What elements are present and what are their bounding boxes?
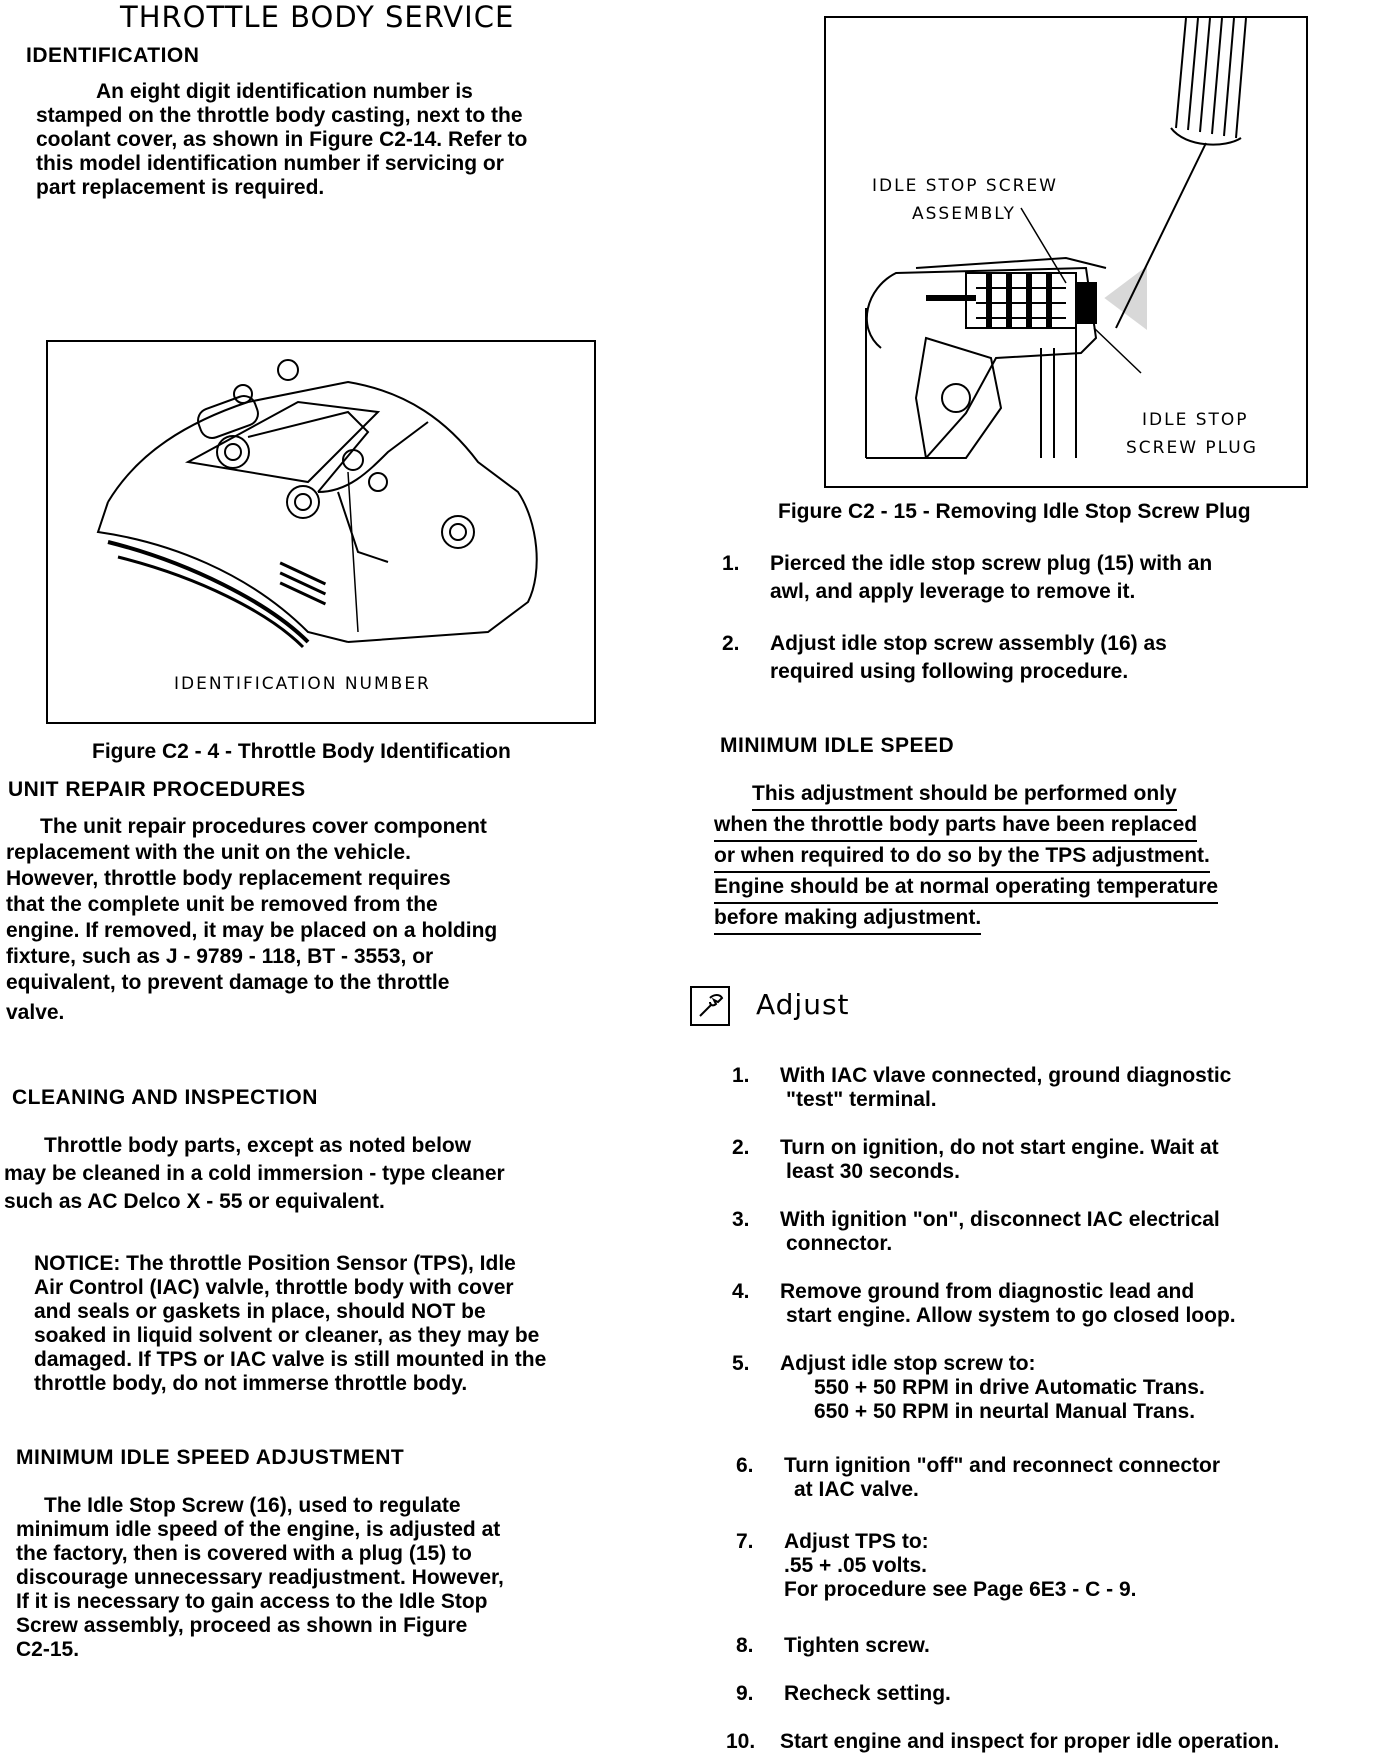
min-idle-heading: MINIMUM IDLE SPEED	[720, 734, 955, 757]
cleaning-notice: NOTICE: The throttle Position Sensor (TPS), Idle Air Control (IAC) valvle, throttle body with cover and seals or gaskets in place, should NOT be soaked in liquid solvent or cleaner, as they may be damaged. If TPS or IAC valve is still mounted in the throttle body, do not immerse throttle body.	[34, 1252, 547, 1395]
figure-label-identification-number: IDENTIFICATION NUMBER	[174, 674, 431, 694]
adjust-step-5: 5. Adjust idle stop screw to: 550 + 50 RPM in drive Automatic Trans. 650 + 50 RPM in neurtal Manual Trans.	[732, 1352, 1205, 1423]
adjust-step-3: 3. With ignition "on", disconnect IAC electrical connector.	[732, 1208, 1220, 1255]
cleaning-heading: CLEANING AND INSPECTION	[12, 1086, 318, 1109]
unit-repair-heading: UNIT REPAIR PROCEDURES	[8, 778, 306, 801]
adjust-step-8: 8. Tighten screw.	[736, 1634, 930, 1657]
min-idle-text: This adjustment should be performed only when the throttle body parts have been replaced or when required to do so by the TPS adjustment. Engine should be at normal operating temperature before making adjustment.	[714, 780, 1218, 935]
adjust-step-1: 1. With IAC vlave connected, ground diagnostic "test" terminal.	[732, 1064, 1232, 1111]
adjust-step-10: 10. Start engine and inspect for proper idle operation.	[726, 1730, 1280, 1753]
plug-step-1: 1. Pierced the idle stop screw plug (15) with an awl, and apply leverage to remove it.	[722, 552, 1213, 603]
figure-label-assembly: ASSEMBLY	[912, 204, 1016, 224]
min-idle-adjustment-text: The Idle Stop Screw (16), used to regulate minimum idle speed of the engine, is adjusted at the factory, then is covered with a plug (15) to discourage unnecessary readjustment. However, If it is necessary to gain access to the Idle Stop Screw assembly, proceed as shown in Figure C2-15.	[16, 1494, 504, 1661]
identification-heading: IDENTIFICATION	[26, 44, 200, 67]
min-idle-adjustment-heading: MINIMUM IDLE SPEED ADJUSTMENT	[16, 1446, 405, 1469]
adjust-step-7: 7. Adjust TPS to: .55 + .05 volts. For procedure see Page 6E3 - C - 9.	[736, 1530, 1137, 1601]
unit-repair-text: The unit repair procedures cover component replacement with the unit on the vehicle. However, throttle body replacement requires that the complete unit be removed from the engine. If removed, it may be placed on a holding fixture, such as J - 9789 - 118, BT - 3553, or equivalent, to prevent damage to the throttle valve.	[6, 815, 498, 1024]
figure-label-screw-plug: SCREW PLUG	[1126, 438, 1258, 458]
wrench-icon	[690, 986, 730, 1026]
figure-caption-c2-14: Figure C2 - 4 - Throttle Body Identification	[92, 740, 511, 763]
adjust-step-6: 6. Turn ignition "off" and reconnect connector at IAC valve.	[736, 1454, 1221, 1501]
cleaning-text: Throttle body parts, except as noted below may be cleaned in a cold immersion - type cleaner such as AC Delco X - 55 or equivalent.	[4, 1134, 505, 1213]
adjust-step-2: 2. Turn on ignition, do not start engine. Wait at least 30 seconds.	[732, 1136, 1219, 1183]
adjust-step-4: 4. Remove ground from diagnostic lead and start engine. Allow system to go closed loop.	[732, 1280, 1236, 1327]
figure-label-idle-stop: IDLE STOP	[1142, 410, 1249, 430]
throttle-body-illustration	[48, 342, 594, 722]
figure-caption-c2-15: Figure C2 - 15 - Removing Idle Stop Screw Plug	[778, 500, 1251, 523]
figure-throttle-body	[46, 340, 596, 724]
figure-label-idle-stop-screw: IDLE STOP SCREW	[872, 176, 1058, 196]
adjust-step-9: 9. Recheck setting.	[736, 1682, 951, 1705]
page-title: THROTTLE BODY SERVICE	[120, 0, 515, 34]
identification-text: An eight digit identification number is stamped on the throttle body casting, next to the coolant cover, as shown in Figure C2-14. Refer to this model identification number if servicing or part replacement is required.	[36, 80, 528, 199]
adjust-label: Adjust	[756, 988, 850, 1021]
plug-step-2: 2. Adjust idle stop screw assembly (16) as required using following procedure.	[722, 632, 1167, 683]
